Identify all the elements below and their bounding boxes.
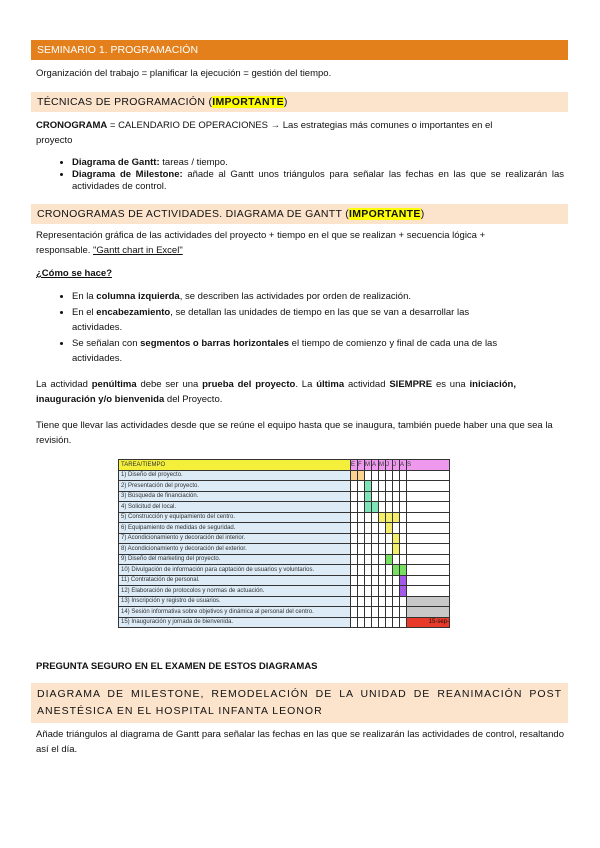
gantt-cell xyxy=(351,617,358,628)
gantt-bar-cell xyxy=(365,481,372,492)
task-label: 7) Acondicionamiento y decoración del interior. xyxy=(119,533,351,544)
gantt-cell xyxy=(372,607,379,618)
task-label: 9) Diseño del marketing del proyecto. xyxy=(119,554,351,565)
techniques-list xyxy=(36,157,564,193)
gantt-cell xyxy=(407,512,450,523)
gantt-row xyxy=(119,481,450,492)
gantt-cell xyxy=(407,565,450,576)
month-header: A xyxy=(400,460,407,471)
month-header: J xyxy=(386,460,393,471)
milestone-text: Añade triángulos al diagrama de Gantt para señalar las fechas en las que se realizarán las actividades de control, resaltando así el día. xyxy=(36,729,564,755)
month-header: F xyxy=(358,460,365,471)
gantt-cell xyxy=(351,512,358,523)
gantt-cell xyxy=(379,575,386,586)
gantt-cell xyxy=(407,554,450,565)
task-label: 8) Acondicionamiento y decoración del exterior. xyxy=(119,544,351,555)
month-header: A xyxy=(372,460,379,471)
gantt-cell xyxy=(358,565,365,576)
gantt-cell xyxy=(358,523,365,534)
gantt-row xyxy=(119,491,450,502)
gantt-cell xyxy=(393,491,400,502)
gantt-cell xyxy=(358,491,365,502)
gantt-bar-cell xyxy=(393,544,400,555)
activities-paragraph: Tiene que llevar las actividades desde que se reúne el equipo hasta que se inaugura, también puede haber una que sea la revisión. xyxy=(36,420,553,446)
gantt-cell xyxy=(400,554,407,565)
gantt-cell xyxy=(379,481,386,492)
gantt-cell xyxy=(372,523,379,534)
gantt-cell xyxy=(407,523,450,534)
gantt-row xyxy=(119,502,450,513)
gantt-cell xyxy=(393,470,400,481)
gantt-cell xyxy=(393,596,400,607)
gantt-cell xyxy=(407,544,450,555)
gantt-cell xyxy=(351,491,358,502)
gantt-cell xyxy=(358,617,365,628)
gantt-cell xyxy=(365,470,372,481)
gantt-cell xyxy=(379,596,386,607)
gantt-cell xyxy=(386,617,393,628)
how-heading: ¿Cómo se hace? xyxy=(36,268,113,279)
gantt-cell xyxy=(351,607,358,618)
gantt-cell xyxy=(358,554,365,565)
list-item: • Se señalan con segmentos o barras horizontales el tiempo de comienzo y final de cada una de las actividades. xyxy=(72,336,506,367)
gantt-cell xyxy=(351,554,358,565)
task-label: 6) Equipamiento de medidas de seguridad. xyxy=(119,523,351,534)
gantt-cell xyxy=(365,554,372,565)
task-label: 10) Divulgación de información para captación de usuarios y voluntarios. xyxy=(119,565,351,576)
gantt-cell xyxy=(379,544,386,555)
gantt-bar-cell xyxy=(400,575,407,586)
gantt-cell xyxy=(400,607,407,618)
gantt-row xyxy=(119,617,450,628)
gantt-cell xyxy=(379,607,386,618)
gantt-cell xyxy=(351,586,358,597)
gantt-cell xyxy=(386,607,393,618)
gantt-cell xyxy=(358,575,365,586)
gantt-cell xyxy=(400,502,407,513)
gantt-cell xyxy=(365,617,372,628)
task-label: 4) Solicitud del local. xyxy=(119,502,351,513)
gantt-cell xyxy=(400,491,407,502)
gantt-cell xyxy=(365,586,372,597)
gantt-cell xyxy=(400,512,407,523)
gantt-cell xyxy=(407,586,450,597)
gantt-row xyxy=(119,544,450,555)
gantt-cell xyxy=(365,575,372,586)
gantt-cell xyxy=(407,491,450,502)
gantt-cell xyxy=(386,502,393,513)
how-list xyxy=(36,289,506,367)
task-label: 13) Inscripción y registro de usuarios. xyxy=(119,596,351,607)
gantt-chart xyxy=(118,459,450,628)
month-header: E xyxy=(351,460,358,471)
gantt-cell xyxy=(358,533,365,544)
list-item: • En el encabezamiento, se detallan las unidades de tiempo en las que se van a desarrollar las actividades. xyxy=(72,305,506,336)
month-header: M xyxy=(365,460,372,471)
gantt-cell xyxy=(372,575,379,586)
gantt-cell xyxy=(386,470,393,481)
gantt-bar-cell xyxy=(379,512,386,523)
gantt-cell xyxy=(407,502,450,513)
gantt-cell xyxy=(372,596,379,607)
gantt-cell xyxy=(379,554,386,565)
gantt-header: TAREA/TIEMPO xyxy=(119,460,351,471)
gantt-cell xyxy=(379,470,386,481)
gantt-cell xyxy=(379,617,386,628)
gantt-cell xyxy=(358,586,365,597)
gantt-cell xyxy=(400,481,407,492)
gantt-cell xyxy=(400,470,407,481)
gantt-cell xyxy=(400,544,407,555)
task-label: 1) Diseño del proyecto. xyxy=(119,470,351,481)
gantt-cell xyxy=(365,596,372,607)
gantt-cell xyxy=(358,512,365,523)
gantt-cell xyxy=(372,533,379,544)
gantt-cell xyxy=(351,533,358,544)
gantt-cell xyxy=(386,565,393,576)
task-label: 2) Presentación del proyecto. xyxy=(119,481,351,492)
gantt-row xyxy=(119,512,450,523)
gantt-bar-cell xyxy=(386,512,393,523)
gantt-cell xyxy=(393,586,400,597)
gantt-cell xyxy=(351,523,358,534)
task-label: 12) Elaboración de protocolos y normas de actuación. xyxy=(119,586,351,597)
gantt-cell xyxy=(400,617,407,628)
gantt-cell xyxy=(386,491,393,502)
section-heading-techniques: TÉCNICAS DE PROGRAMACIÓN (IMPORTANTE) xyxy=(31,92,568,112)
gantt-row xyxy=(119,607,450,618)
gantt-cell xyxy=(372,470,379,481)
gantt-cell xyxy=(365,512,372,523)
gantt-cell xyxy=(400,533,407,544)
gantt-cell xyxy=(351,481,358,492)
gantt-cell xyxy=(393,554,400,565)
gantt-cell xyxy=(351,502,358,513)
gantt-cell xyxy=(386,596,393,607)
gantt-cell xyxy=(400,523,407,534)
gantt-cell xyxy=(393,575,400,586)
gantt-bar-cell xyxy=(393,565,400,576)
gantt-bar-cell xyxy=(372,502,379,513)
list-item: • Diagrama de Milestone: añade al Gantt unos triángulos para señalar las fechas en las que se realizarán las actividades de control. xyxy=(72,169,564,193)
cronograma-text: CRONOGRAMA = CALENDARIO DE OPERACIONES → Las estrategias más comunes o importantes en el proyecto xyxy=(36,120,493,146)
gantt-row xyxy=(119,554,450,565)
list-item: • En la columna izquierda, se describen las actividades por orden de realización. xyxy=(72,289,506,305)
gantt-cell xyxy=(365,607,372,618)
gantt-cell xyxy=(386,575,393,586)
gantt-row xyxy=(119,565,450,576)
month-header: J xyxy=(393,460,400,471)
month-header: S xyxy=(407,460,450,471)
gantt-cell xyxy=(365,565,372,576)
gantt-cell xyxy=(358,481,365,492)
task-label: 15) Inauguración y jornada de bienvenida. xyxy=(119,617,351,628)
section-heading-milestone: DIAGRAMA DE MILESTONE, REMODELACIÓN DE LA UNIDAD DE REANIMACIÓN POST ANESTÉSICA EN EL HOSPITAL INFANTA LEONOR xyxy=(31,683,568,723)
gantt-bar-cell xyxy=(386,554,393,565)
gantt-cell xyxy=(407,533,450,544)
gantt-bar-cell xyxy=(400,565,407,576)
gantt-bar-cell: 15-sep- xyxy=(407,617,450,628)
gantt-cell xyxy=(379,533,386,544)
activity-paragraph: La actividad penúltima debe ser una prueba del proyecto. La última actividad SIEMPRE es una iniciación, inauguración y/o bienvenida del Proyecto. xyxy=(36,379,516,405)
gantt-cell xyxy=(372,554,379,565)
gantt-row xyxy=(119,575,450,586)
gantt-bar-cell xyxy=(358,470,365,481)
gantt-cell xyxy=(372,491,379,502)
intro-text: Organización del trabajo = planificar la ejecución = gestión del tiempo. xyxy=(36,68,332,79)
gantt-cell xyxy=(372,617,379,628)
gantt-cell xyxy=(393,607,400,618)
gantt-bar-cell xyxy=(407,607,450,618)
gantt-row xyxy=(119,533,450,544)
gantt-row xyxy=(119,596,450,607)
gantt-cell xyxy=(351,565,358,576)
gantt-bar-cell xyxy=(365,491,372,502)
task-label: 3) Búsqueda de financiación. xyxy=(119,491,351,502)
gantt-row xyxy=(119,523,450,534)
gantt-bar-cell xyxy=(400,586,407,597)
gantt-cell xyxy=(372,544,379,555)
gantt-row xyxy=(119,586,450,597)
gantt-cell xyxy=(351,575,358,586)
gantt-cell xyxy=(379,565,386,576)
task-label: 14) Sesión informativa sobre objetivos y dinámica al personal del centro. xyxy=(119,607,351,618)
gantt-row xyxy=(119,470,450,481)
gantt-cell xyxy=(393,617,400,628)
section-title: SEMINARIO 1. PROGRAMACIÓN xyxy=(31,40,568,60)
gantt-cell xyxy=(372,565,379,576)
month-header: M xyxy=(379,460,386,471)
gantt-bar-cell xyxy=(407,596,450,607)
gantt-bar-cell xyxy=(393,512,400,523)
gantt-cell xyxy=(358,596,365,607)
gantt-excel-link[interactable]: "Gantt chart in Excel" xyxy=(93,245,183,256)
gantt-cell xyxy=(358,607,365,618)
gantt-cell xyxy=(393,523,400,534)
gantt-cell xyxy=(386,481,393,492)
gantt-cell xyxy=(393,502,400,513)
gantt-cell xyxy=(358,544,365,555)
gantt-cell xyxy=(379,491,386,502)
gantt-cell xyxy=(372,586,379,597)
gantt-cell xyxy=(372,481,379,492)
gantt-cell xyxy=(407,481,450,492)
gantt-cell xyxy=(358,502,365,513)
gantt-cell xyxy=(386,533,393,544)
list-item: • Diagrama de Gantt: tareas / tiempo. xyxy=(72,157,564,169)
section-heading-gantt: CRONOGRAMAS DE ACTIVIDADES. DIAGRAMA DE GANTT (IMPORTANTE) xyxy=(31,204,568,224)
gantt-cell xyxy=(379,586,386,597)
gantt-header-row xyxy=(119,460,450,471)
gantt-bar-cell xyxy=(386,523,393,534)
gantt-cell xyxy=(386,544,393,555)
gantt-cell xyxy=(365,523,372,534)
gantt-cell xyxy=(351,596,358,607)
gantt-cell xyxy=(407,575,450,586)
gantt-cell xyxy=(365,544,372,555)
gantt-cell xyxy=(393,481,400,492)
gantt-cell xyxy=(386,586,393,597)
gantt-bar-cell xyxy=(351,470,358,481)
gantt-cell xyxy=(379,523,386,534)
exam-note: PREGUNTA SEGURO EN EL EXAMEN DE ESTOS DIAGRAMAS xyxy=(36,661,318,672)
gantt-cell xyxy=(400,596,407,607)
gantt-cell xyxy=(372,512,379,523)
gantt-cell xyxy=(365,533,372,544)
task-label: 11) Contratación de personal. xyxy=(119,575,351,586)
gantt-cell xyxy=(379,502,386,513)
gantt-cell xyxy=(407,470,450,481)
gantt-bar-cell xyxy=(393,533,400,544)
task-label: 5) Construcción y equipamiento del centro. xyxy=(119,512,351,523)
gantt-description: Representación gráfica de las actividades del proyecto + tiempo en el que se realizan + secuencia lógica + responsable. "Gantt chart in Excel" xyxy=(36,230,486,256)
gantt-bar-cell xyxy=(365,502,372,513)
gantt-cell xyxy=(351,544,358,555)
